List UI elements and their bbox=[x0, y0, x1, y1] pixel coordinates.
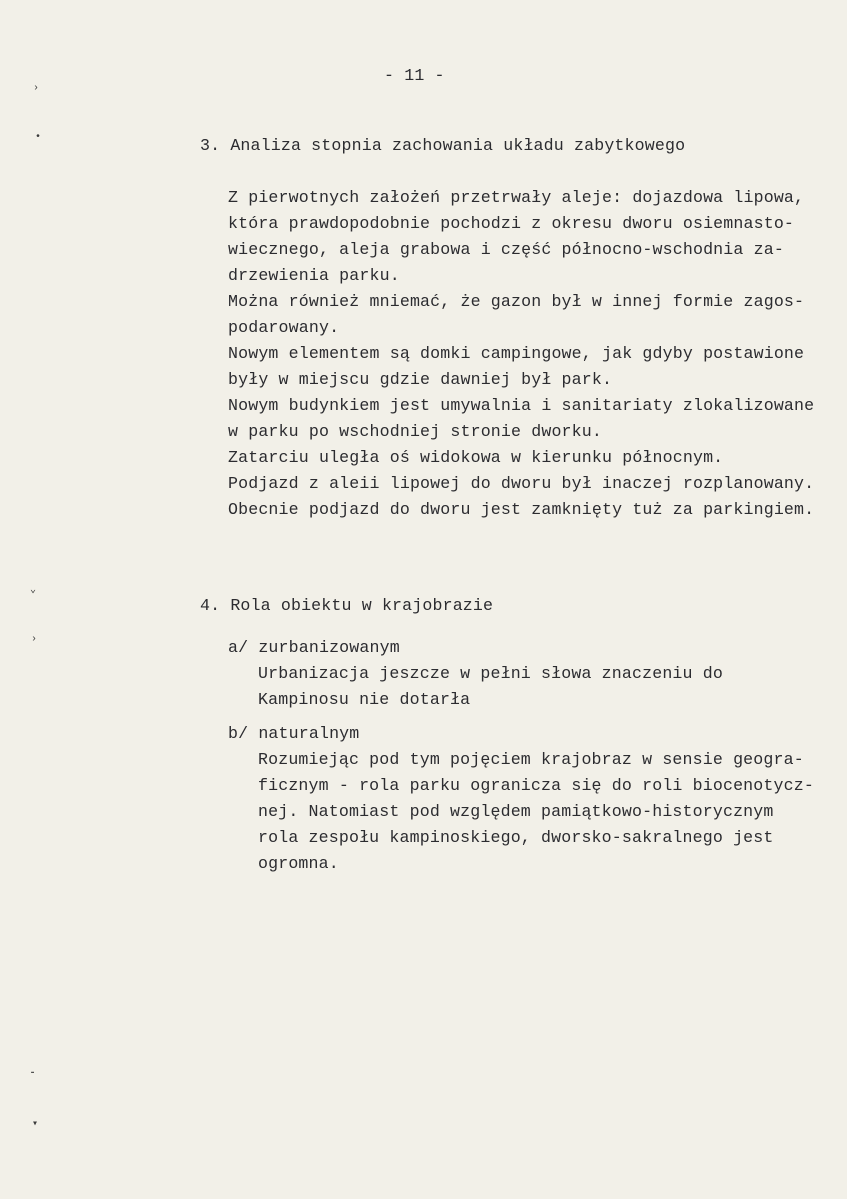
subsection-b-label: b/ naturalnym bbox=[228, 724, 360, 743]
section-3-line: Zatarciu uległa oś widokowa w kierunku północnym. bbox=[228, 448, 724, 467]
section-3-line: Podjazd z aleii lipowej do dworu był inaczej rozplanowany. bbox=[228, 474, 815, 493]
margin-mark: ▾ bbox=[32, 1119, 39, 1130]
subsection-b-line: nej. Natomiast pod względem pamiątkowo-historycznym bbox=[258, 802, 774, 821]
subsection-a-label: a/ zurbanizowanym bbox=[228, 638, 400, 657]
section-3-line: drzewienia parku. bbox=[228, 266, 400, 285]
subsection-b-line: ficznym - rola parku ogranicza się do roli biocenotycz- bbox=[258, 776, 814, 795]
margin-mark: • bbox=[35, 132, 42, 143]
section-3-line: Nowym elementem są domki campingowe, jak gdyby postawione bbox=[228, 344, 805, 363]
subsection-b-line: Rozumiejąc pod tym pojęciem krajobraz w sensie geogra- bbox=[258, 750, 804, 769]
section-3-line: Obecnie podjazd do dworu jest zamknięty tuż za parkingiem. bbox=[228, 500, 815, 519]
section-3-line: wiecznego, aleja grabowa i część północno-wschodnia za- bbox=[228, 240, 784, 259]
section-3-line: podarowany. bbox=[228, 318, 340, 337]
section-3-line: Można również mniemać, że gazon był w innej formie zagos- bbox=[228, 292, 805, 311]
subsection-a-line: Urbanizacja jeszcze w pełni słowa znaczeniu do bbox=[258, 664, 723, 683]
margin-mark: › bbox=[31, 634, 38, 645]
subsection-b-line: ogromna. bbox=[258, 854, 339, 873]
subsection-b-line: rola zespołu kampinoskiego, dworsko-sakralnego jest bbox=[258, 828, 774, 847]
subsection-a-line: Kampinosu nie dotarła bbox=[258, 690, 471, 709]
section-3-line: były w miejscu gdzie dawniej był park. bbox=[228, 370, 613, 389]
section-3-line: która prawdopodobnie pochodzi z okresu dworu osiemnasto- bbox=[228, 214, 795, 233]
margin-mark: › bbox=[33, 83, 40, 94]
section-3-line: w parku po wschodniej stronie dworku. bbox=[228, 422, 602, 441]
margin-mark: ⌄ bbox=[30, 585, 37, 596]
page-number: - 11 - bbox=[384, 66, 445, 85]
section-3-heading: 3. Analiza stopnia zachowania układu zabytkowego bbox=[200, 136, 686, 155]
section-3-line: Z pierwotnych założeń przetrwały aleje: dojazdowa lipowa, bbox=[228, 188, 805, 207]
section-4-heading: 4. Rola obiektu w krajobrazie bbox=[200, 596, 494, 615]
section-3-line: Nowym budynkiem jest umywalnia i sanitariaty zlokalizowane bbox=[228, 396, 815, 415]
margin-mark: ⁃ bbox=[30, 1069, 35, 1080]
